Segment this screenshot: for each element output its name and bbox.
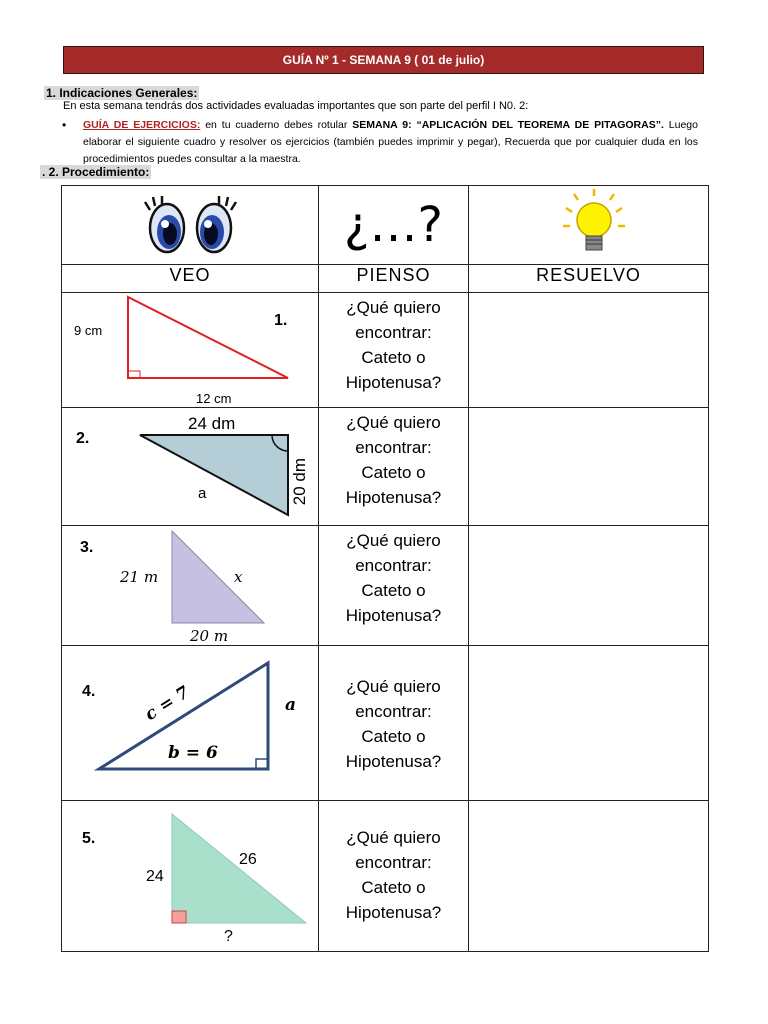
- triangle-cell-5: [62, 801, 319, 952]
- tri5-label-left: 24: [146, 868, 164, 885]
- tri2-number: 2.: [76, 430, 90, 447]
- bullet-text-mid: en tu cuaderno debes rotular: [200, 119, 353, 131]
- header-veo: VEO: [62, 265, 319, 293]
- q4-line-1: ¿Qué quiero: [346, 677, 441, 696]
- triangle-5-diagram: [62, 801, 319, 951]
- q5-line-3: Cateto o: [361, 878, 426, 897]
- answer-cell-2[interactable]: [469, 408, 709, 526]
- triangle-cell-4: [62, 646, 319, 801]
- q4-line-3: Cateto o: [361, 727, 426, 746]
- section-2-heading: . 2. Procedimiento:: [42, 165, 150, 179]
- q4-line-4: Hipotenusa?: [345, 752, 442, 771]
- bulb-cell: [469, 186, 709, 265]
- triangle-cell-2: [62, 408, 319, 526]
- q5-line-2: encontrar:: [355, 853, 432, 872]
- question-marks-icon: ¿…?: [344, 197, 443, 253]
- icon-row: [62, 186, 709, 265]
- q4-line-2: encontrar:: [355, 702, 432, 721]
- triangle-cell-1: [62, 293, 319, 408]
- q3-line-3: Cateto o: [361, 581, 426, 600]
- triangle-2-diagram: [62, 408, 319, 525]
- answer-cell-5[interactable]: [469, 801, 709, 952]
- procedure-table: [61, 185, 709, 952]
- eyes-cell: [62, 186, 319, 265]
- header-resuelvo: RESUELVO: [469, 265, 709, 293]
- think-cell: [319, 186, 469, 265]
- section-1-intro: En esta semana tendrás dos actividades evaluadas importantes que son parte del perfil I N0. 2:: [63, 100, 529, 112]
- q5-line-4: Hipotenusa?: [345, 903, 442, 922]
- tri4-number: 4.: [82, 683, 96, 700]
- question-cell-4: [319, 646, 469, 801]
- q1-line-1: ¿Qué quiero: [346, 298, 441, 317]
- question-cell-1: [319, 293, 469, 408]
- tri5-label-hyp: 26: [239, 851, 257, 868]
- tri3-label-bottom: 20 m: [190, 627, 229, 645]
- q1-line-2: encontrar:: [355, 323, 432, 342]
- tri2-label-hyp: a: [198, 485, 207, 502]
- tri4-label-right: a: [285, 695, 297, 715]
- table-row: [62, 646, 709, 801]
- question-cell-2: [319, 408, 469, 526]
- q2-line-1: ¿Qué quiero: [346, 413, 441, 432]
- triangle-4-diagram: [62, 646, 319, 800]
- tri1-label-bottom: 12 cm: [196, 391, 232, 406]
- q3-line-1: ¿Qué quiero: [346, 531, 441, 550]
- guide-title: GUÍA Nº 1 - SEMANA 9 ( 01 de julio): [282, 53, 485, 67]
- tri1-number: 1.: [274, 312, 288, 329]
- q2-line-3: Cateto o: [361, 463, 426, 482]
- answer-cell-1[interactable]: [469, 293, 709, 408]
- tri3-number: 3.: [80, 539, 94, 556]
- eyes-icon: [62, 186, 319, 264]
- q3-line-2: encontrar:: [355, 556, 432, 575]
- q1-line-3: Cateto o: [361, 348, 426, 367]
- tri4-label-bottom: b = 6: [168, 743, 218, 763]
- table-row: [62, 293, 709, 408]
- question-cell-5: [319, 801, 469, 952]
- table-row: [62, 408, 709, 526]
- tri3-label-left: 21 m: [120, 568, 159, 586]
- bullet-instructions: [83, 117, 698, 168]
- q2-line-2: encontrar:: [355, 438, 432, 457]
- bullet-text-rest: Luego elaborar el siguiente cuadro y resolver os ejercicios (también puedes imprimir y pegar), Recuerda que por cualquier duda en los procedimientos puedes consultar a la maestra.: [83, 119, 698, 165]
- tri2-label-top: 24 dm: [188, 414, 236, 433]
- triangle-1-diagram: [62, 293, 319, 407]
- q2-line-4: Hipotenusa?: [345, 488, 442, 507]
- guia-label: GUÍA DE EJERCICIOS:: [83, 119, 201, 131]
- question-cell-3: [319, 526, 469, 646]
- header-row: [62, 265, 709, 293]
- table-row: [62, 801, 709, 952]
- guide-title-bar: [63, 46, 704, 74]
- header-pienso: PIENSO: [319, 265, 469, 293]
- semana-label: SEMANA 9: “APLICACIÓN DEL TEOREMA DE PITAGORAS”.: [352, 119, 664, 131]
- table-row: [62, 526, 709, 646]
- q1-line-4: Hipotenusa?: [345, 373, 442, 392]
- q3-line-4: Hipotenusa?: [345, 606, 442, 625]
- tri5-number: 5.: [82, 830, 96, 847]
- tri1-label-left: 9 cm: [74, 323, 103, 338]
- light-bulb-icon: [469, 186, 709, 264]
- triangle-3-diagram: [62, 526, 319, 645]
- triangle-cell-3: [62, 526, 319, 646]
- q5-line-1: ¿Qué quiero: [346, 828, 441, 847]
- tri5-label-bottom: ?: [224, 928, 233, 945]
- answer-cell-4[interactable]: [469, 646, 709, 801]
- bullet-dot: •: [62, 118, 67, 132]
- answer-cell-3[interactable]: [469, 526, 709, 646]
- tri2-label-right: 20 dm: [290, 458, 309, 506]
- section-1-heading: 1. Indicaciones Generales:: [46, 86, 198, 100]
- tri3-label-hyp: x: [234, 568, 243, 586]
- tri4-label-hyp: c = 7: [141, 682, 194, 726]
